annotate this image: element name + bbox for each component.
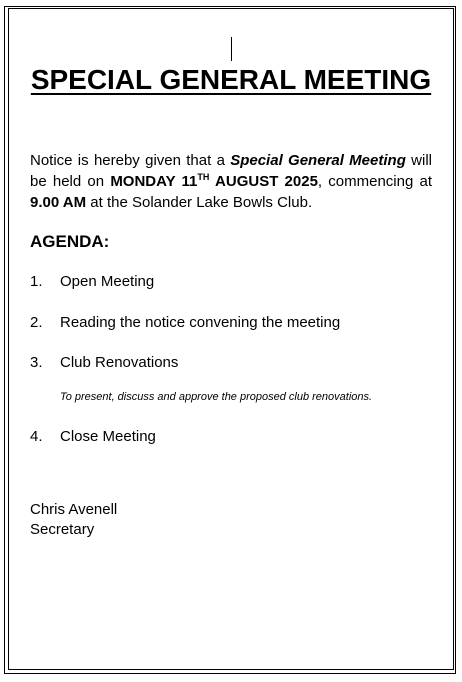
signatory-name: Chris Avenell: [30, 501, 118, 518]
page-border-inner: [8, 8, 454, 670]
document-title: SPECIAL GENERAL MEETING: [30, 64, 432, 95]
agenda-item-label: Club Renovations: [60, 354, 179, 371]
notice-text-2: will be held on: [30, 152, 432, 190]
meeting-time: 9.00 AM: [30, 194, 87, 211]
agenda-item-number: 2.: [30, 314, 43, 331]
agenda-item-label: Reading the notice convening the meeting: [60, 314, 341, 331]
text-cursor: [231, 37, 232, 61]
notice-text-3: , commencing at: [317, 173, 433, 190]
agenda-item-number: 3.: [30, 354, 43, 371]
notice-paragraph: [30, 150, 432, 213]
agenda-heading: AGENDA:: [30, 232, 110, 251]
meeting-type: Special General Meeting: [230, 152, 406, 169]
agenda-item-note: To present, discuss and approve the proposed club renovations.: [60, 391, 373, 403]
meeting-date: MONDAY 11TH AUGUST 2025: [110, 172, 318, 190]
notice-text-4: at the Solander Lake Bowls Club.: [86, 194, 313, 211]
agenda-item-number: 1.: [30, 273, 43, 290]
notice-text-1: Notice is hereby given that a: [30, 152, 231, 169]
signatory-role: Secretary: [30, 521, 95, 538]
agenda-item-label: Close Meeting: [60, 428, 156, 445]
agenda-item-number: 4.: [30, 428, 43, 445]
agenda-item-label: Open Meeting: [60, 273, 155, 290]
